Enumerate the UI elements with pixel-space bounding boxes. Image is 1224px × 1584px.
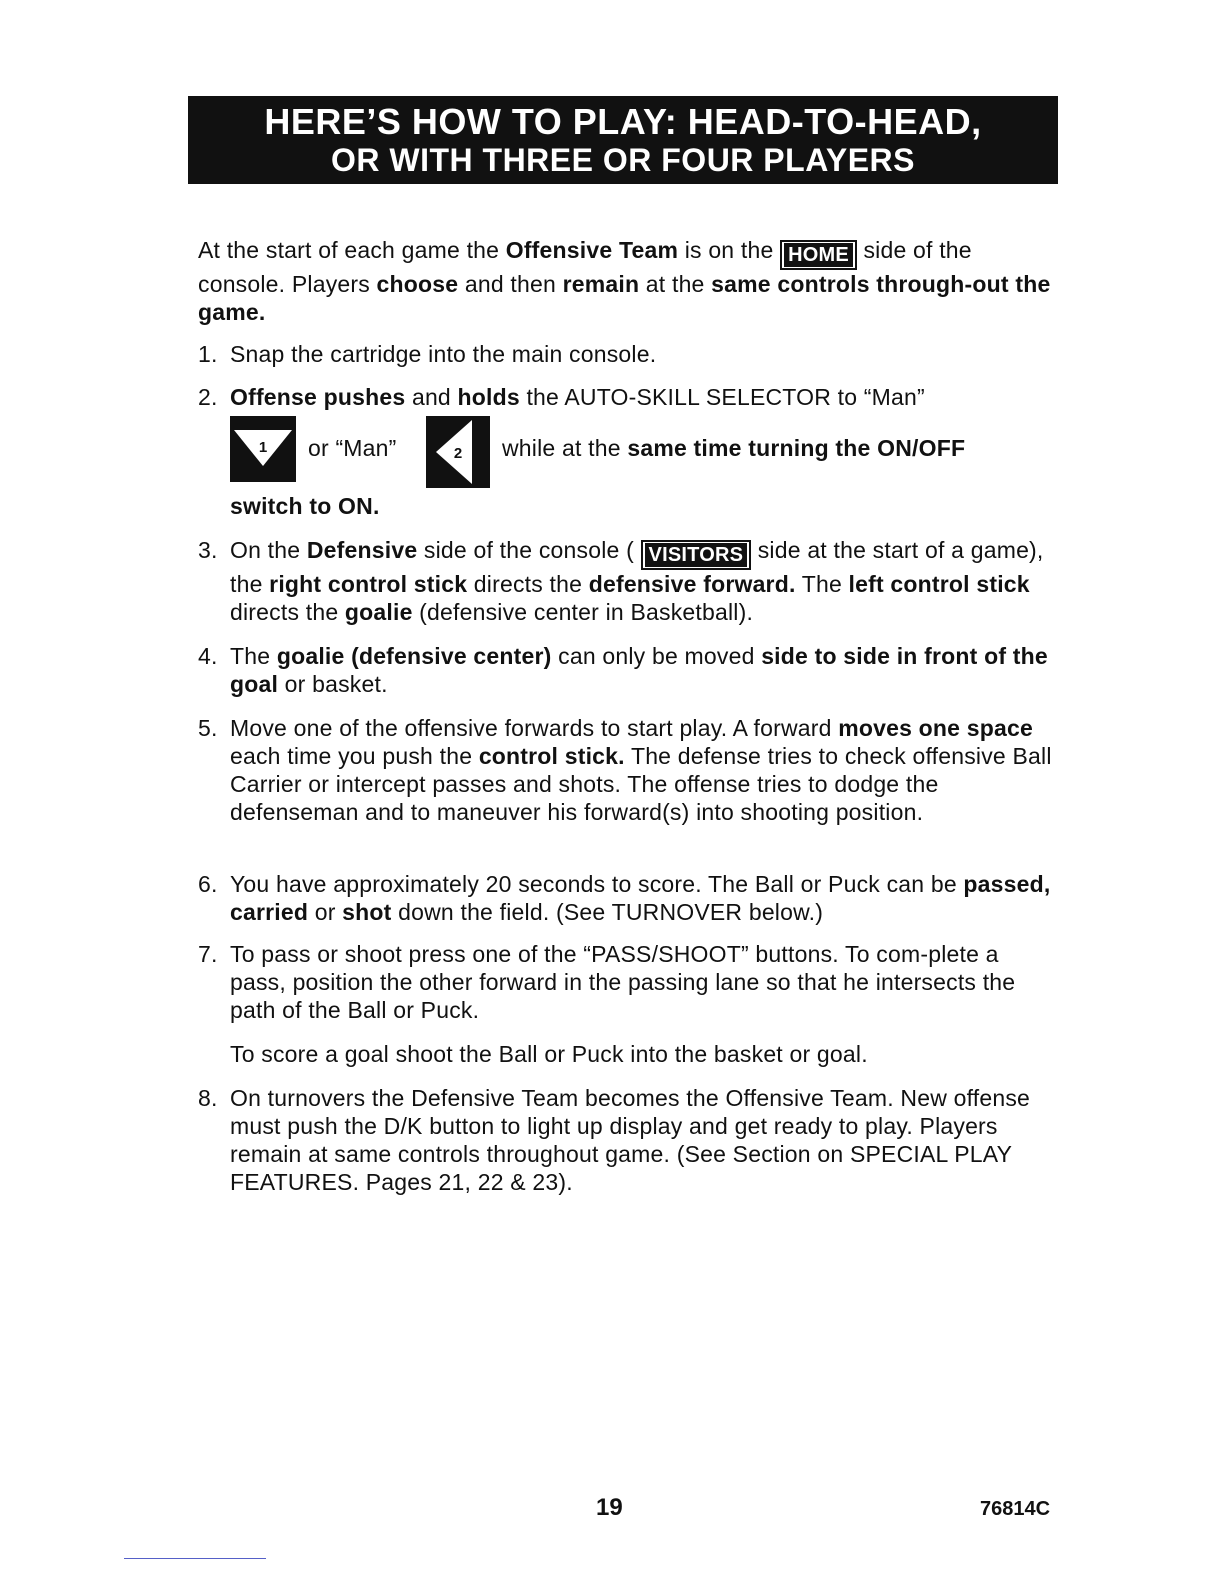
svg-text:2: 2 <box>453 445 463 462</box>
title-banner <box>188 96 1058 184</box>
intro-paragraph: At the start of each game the Offensive Team is on the HOME side of the console. Players choose and then remain at the same controls through-out the game. <box>198 237 1051 325</box>
list-number: 7. <box>198 941 218 967</box>
man-1-selector-icon <box>230 416 296 482</box>
list-number: 8. <box>198 1085 218 1111</box>
svg-text:1: 1 <box>258 439 268 456</box>
selector-icon-row <box>230 416 1054 488</box>
document-code: 76814C <box>980 1498 1051 1520</box>
switch-on-text: switch to ON. <box>230 493 380 519</box>
score-instruction: To score a goal shoot the Ball or Puck into the basket or goal. <box>230 1041 868 1067</box>
while-text: while at the same time turning the ON/OFF <box>502 435 966 461</box>
list-number: 6. <box>198 871 218 897</box>
page-number: 19 <box>596 1494 623 1521</box>
list-number: 1. <box>198 341 218 367</box>
list-number: 2. <box>198 384 218 410</box>
title-line-2: OR WITH THREE OR FOUR PLAYERS <box>330 142 915 178</box>
footer-rule <box>124 1558 266 1559</box>
visitors-badge: VISITORS <box>641 540 752 570</box>
list-number: 4. <box>198 643 218 669</box>
man-2-selector-icon <box>426 416 490 488</box>
list-number: 5. <box>198 715 218 741</box>
or-man-text: or “Man” <box>308 435 397 461</box>
title-line-1: HERE’S HOW TO PLAY: HEAD-TO-HEAD, <box>264 101 982 142</box>
home-badge: HOME <box>780 240 857 270</box>
list-number: 3. <box>198 537 218 563</box>
